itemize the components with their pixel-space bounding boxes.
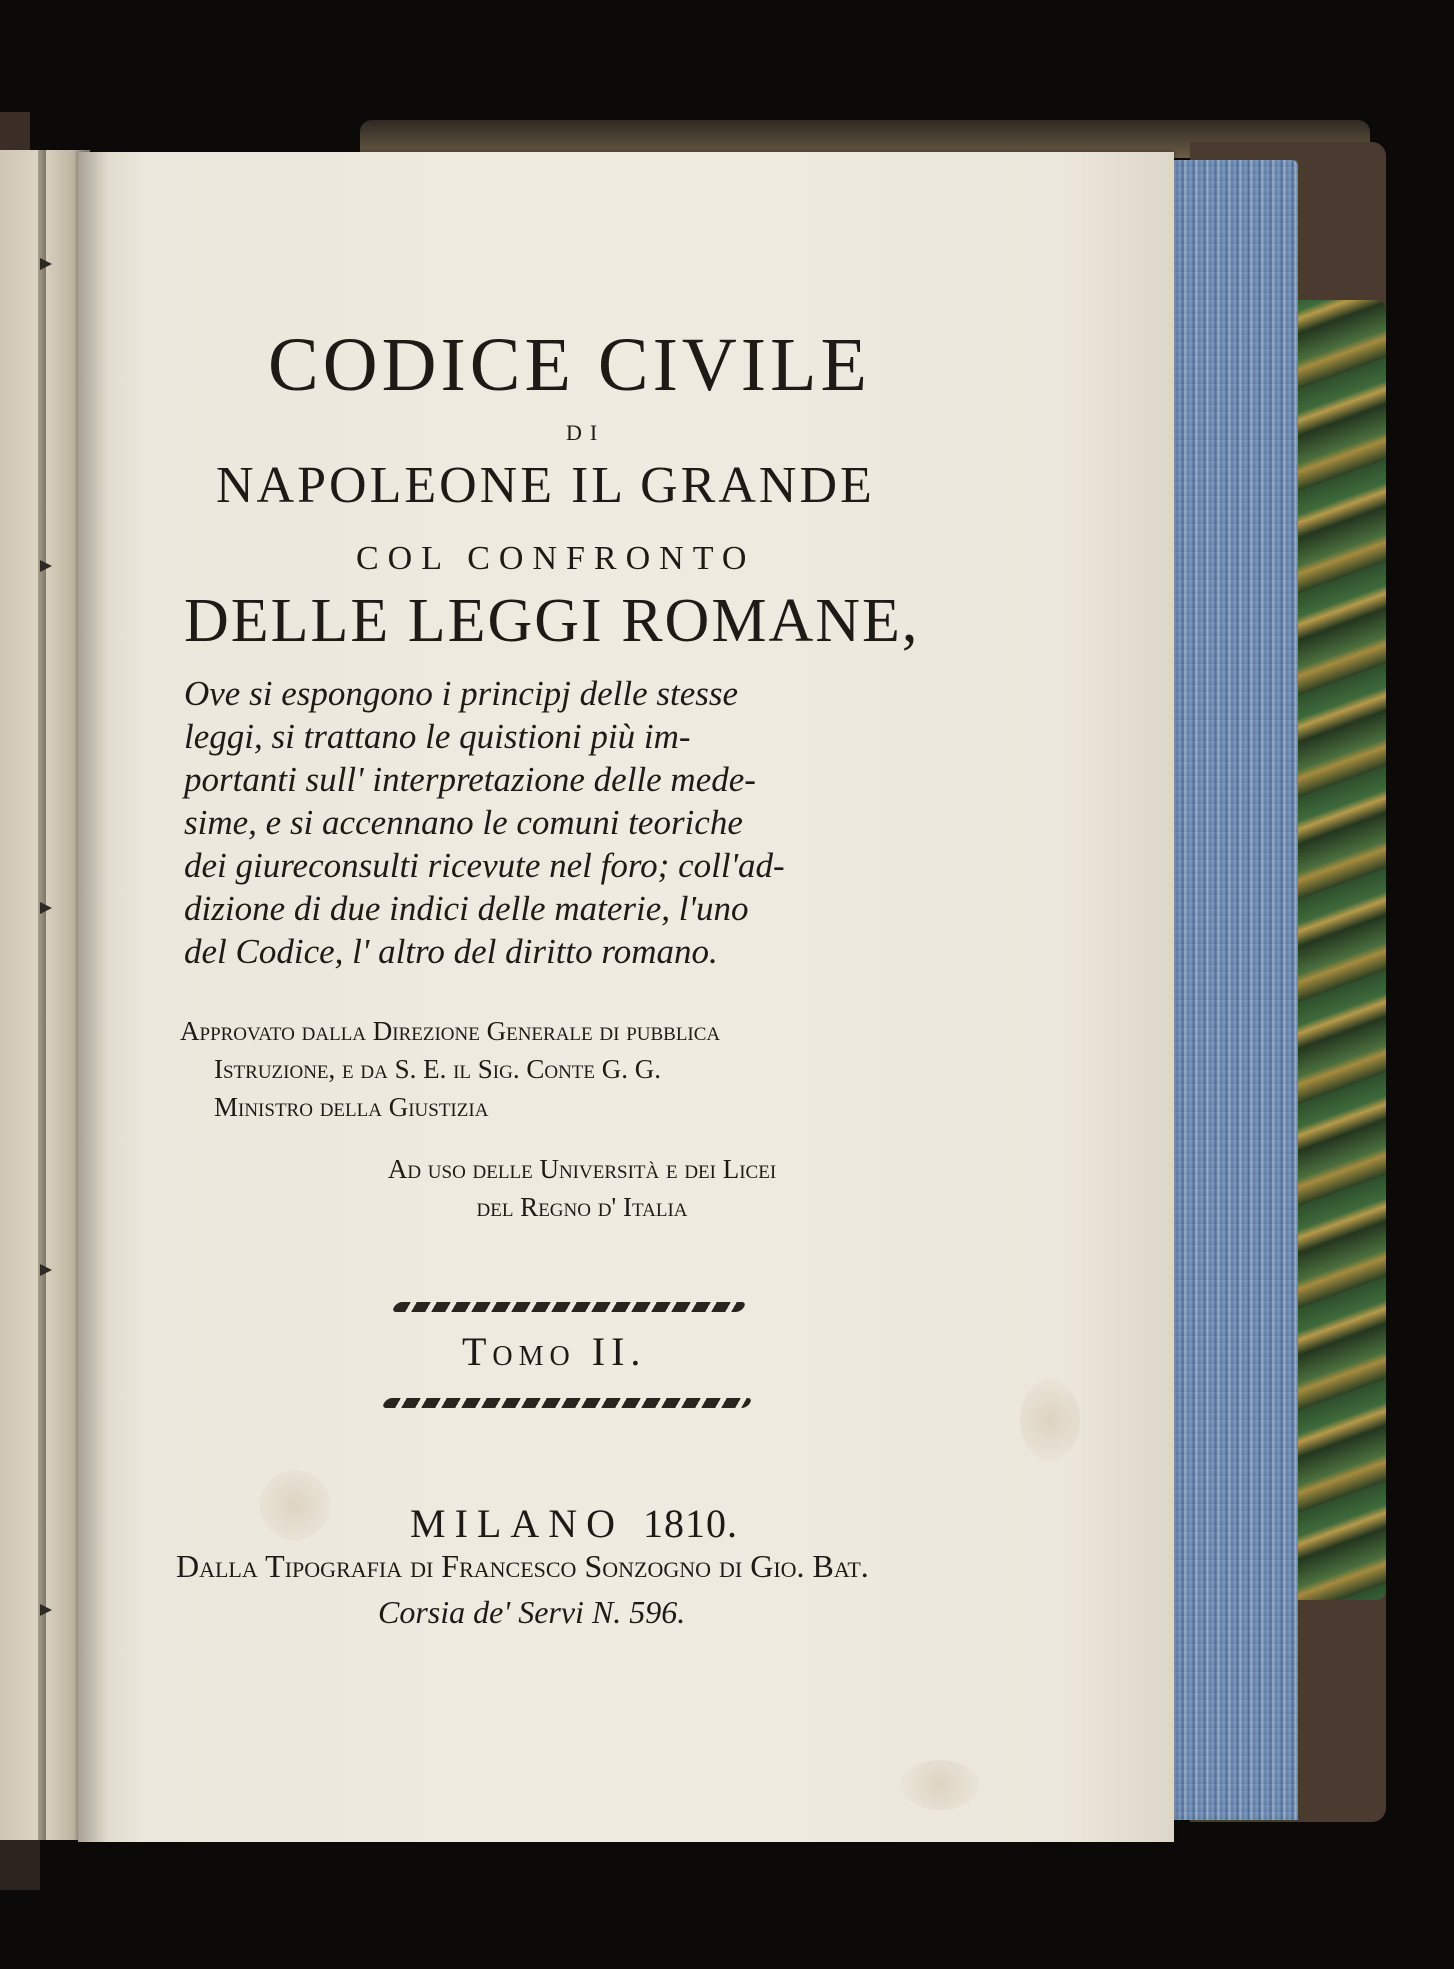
description-line: Ove si espongono i principj delle stesse	[184, 674, 739, 713]
blue-page-edges	[1166, 160, 1298, 1820]
page-marker	[40, 258, 52, 270]
subtitle-leggi-romane: DELLE LEGGI ROMANE,	[184, 587, 920, 655]
approval-line: Approvato dalla Direzione Generale di pubblica	[180, 1016, 721, 1046]
description-line: sime, e si accennano le comuni teoriche	[184, 803, 743, 842]
page-marker	[40, 1604, 52, 1616]
foxing-spot	[260, 1470, 330, 1540]
use-line: Ad uso delle Università e dei Licei	[387, 1154, 777, 1184]
book-title: CODICE CIVILE	[268, 323, 871, 407]
book-subject: NAPOLEONE IL GRANDE	[216, 457, 875, 514]
book-description	[184, 672, 984, 973]
description-line: dei giureconsulti ricevute nel foro; coll'ad-	[184, 846, 785, 885]
page-gutter-shadow	[78, 152, 108, 1842]
imprint-place: MILANO	[410, 1501, 624, 1546]
volume-number: Tomo II.	[462, 1329, 647, 1374]
foxing-spot	[1020, 1380, 1080, 1460]
use-statement	[262, 1150, 902, 1226]
page-marker	[40, 902, 52, 914]
imprint-year: 1810.	[642, 1501, 738, 1546]
page-marker	[40, 560, 52, 572]
imprint-place-year	[410, 1500, 738, 1547]
approval-line: Istruzione, e da S. E. il Sig. Conte G. G.	[214, 1054, 662, 1084]
foxing-spot	[900, 1760, 980, 1810]
imprint-address: Corsia de' Servi N. 596.	[378, 1594, 686, 1630]
previous-page-fold	[38, 150, 46, 1840]
approval-line: Ministro della Giustizia	[214, 1092, 489, 1122]
imprint-printer: Dalla Tipografia di Francesco Sonzogno di Gio. Bat.	[176, 1548, 869, 1584]
ornamental-rule-bottom	[381, 1398, 753, 1408]
use-line: del Regno d' Italia	[476, 1192, 688, 1222]
ornamental-rule-top	[391, 1302, 747, 1312]
description-line: leggi, si trattano le quistioni più im-	[184, 717, 691, 756]
subtitle-col-confronto: COL CONFRONTO	[356, 540, 756, 577]
approval-statement	[180, 1012, 980, 1126]
page-marker	[40, 1264, 52, 1276]
description-line: del Codice, l' altro del diritto romano.	[184, 932, 718, 971]
description-line: dizione di due indici delle materie, l'uno	[184, 889, 749, 928]
description-line: portanti sull' interpretazione delle mede-	[184, 760, 756, 799]
title-connector: DI	[566, 420, 606, 445]
